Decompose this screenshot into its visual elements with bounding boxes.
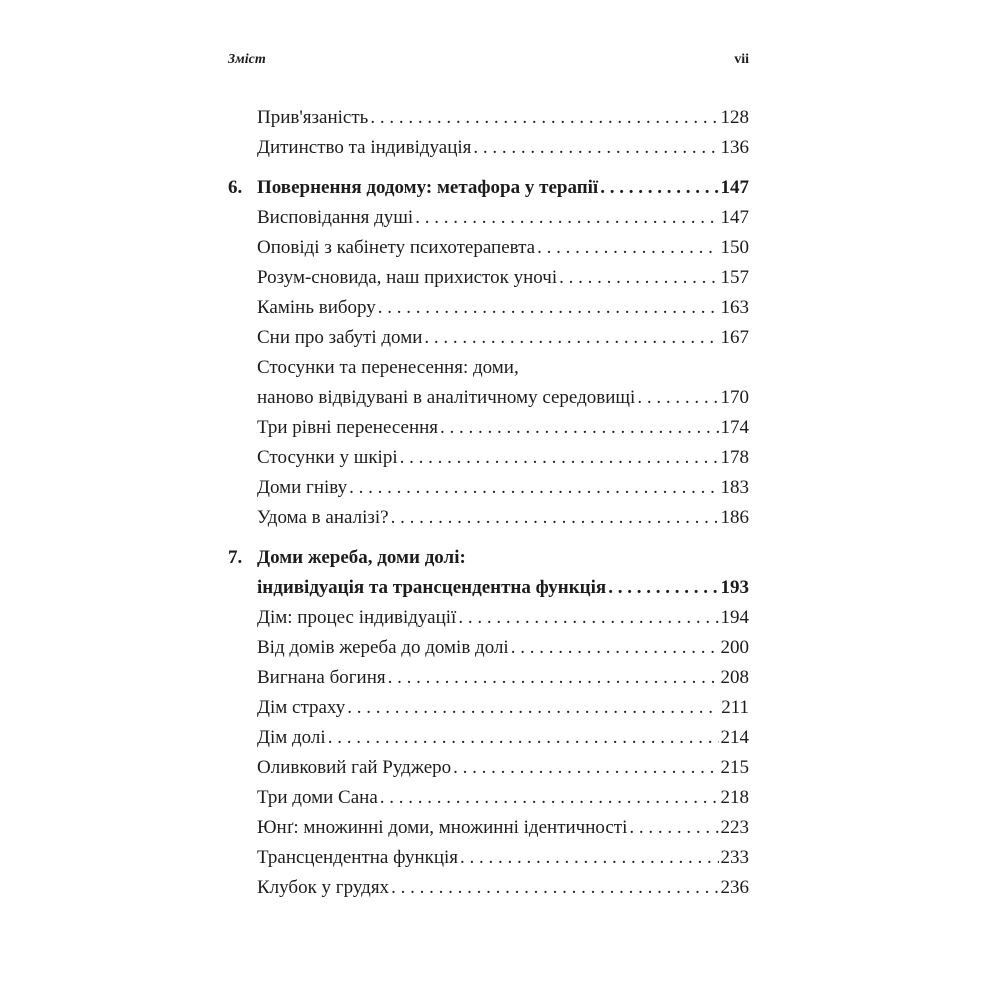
toc-entry-page: 157: [720, 267, 749, 288]
toc-entry-page: 218: [720, 787, 749, 808]
toc-entry-page: 236: [720, 877, 749, 898]
toc-leader-dots: [391, 873, 718, 903]
toc-entry-page: 128: [720, 107, 749, 128]
toc-leader-dots: [424, 323, 718, 353]
toc-entry-title: Висповідання душі: [257, 207, 414, 228]
toc-entry-page: 167: [720, 327, 749, 348]
toc-entry: [228, 693, 749, 723]
toc-entry: [228, 203, 749, 233]
toc-entry-title: Оливковий гай Руджеро: [257, 757, 452, 778]
toc-entry: [228, 723, 749, 753]
toc-entry-title: Дім долі: [257, 727, 326, 748]
toc-chapter-heading-line: [228, 543, 749, 573]
toc-entry-page: 214: [720, 727, 749, 748]
chapter-page: 193: [720, 577, 749, 598]
toc-leader-dots: [415, 203, 718, 233]
toc-entry: [228, 293, 749, 323]
toc-entry: [228, 783, 749, 813]
toc-entry-page: 178: [720, 447, 749, 468]
toc-entry-title: Розум-сновида, наш прихисток уночі: [257, 267, 558, 288]
toc-entry-line: [228, 353, 749, 383]
toc-leader-dots: [391, 503, 719, 533]
toc-entry-page: 215: [720, 757, 749, 778]
toc-leader-dots: [380, 783, 719, 813]
chapter-title-line1: Доми жереба, доми долі:: [257, 547, 466, 568]
toc-entry-page: 163: [720, 297, 749, 318]
toc-entry-page: 223: [720, 817, 749, 838]
toc-leader-dots: [460, 843, 718, 873]
toc-entry: [228, 603, 749, 633]
chapter-page: 147: [720, 177, 749, 198]
toc-entry: [228, 503, 749, 533]
toc-entry-page: 233: [720, 847, 749, 868]
running-head-title: Зміст: [228, 52, 266, 67]
toc-entry-page: 186: [720, 507, 749, 528]
toc-leader-dots: [388, 663, 719, 693]
toc-entry: [228, 633, 749, 663]
toc-leader-dots: [378, 293, 719, 323]
toc-leader-dots: [453, 753, 718, 783]
toc-entry-page: 211: [721, 697, 749, 718]
toc-entry: [228, 383, 749, 413]
toc-entry-title: Три доми Сана: [257, 787, 378, 808]
toc-entry: [228, 663, 749, 693]
chapter-number: 6.: [228, 177, 243, 198]
chapter-number: 7.: [228, 547, 243, 568]
toc-entry-page: 147: [720, 207, 749, 228]
toc-entry: [228, 473, 749, 503]
toc-leader-dots: [349, 473, 718, 503]
toc-entry-page: 208: [720, 667, 749, 688]
toc-entry-title: Клубок у грудях: [257, 877, 390, 898]
toc-entry: [228, 813, 749, 843]
toc-leader-dots: [511, 633, 719, 663]
toc-entry-page: 150: [720, 237, 749, 258]
toc-entry: [228, 263, 749, 293]
toc-entry-title: Прив'язаність: [257, 107, 369, 128]
toc-chapter-heading: [228, 573, 749, 603]
toc-entry-title: Юнґ: множинні доми, множинні ідентичності: [257, 817, 628, 838]
toc-entry-title: Камінь вибору: [257, 297, 376, 318]
toc-entry: [228, 443, 749, 473]
table-of-contents: [228, 103, 749, 903]
chapter-title: Повернення додому: метафора у терапії: [257, 177, 599, 198]
toc-entry-title: Від домів жереба до домів долі: [257, 637, 509, 658]
toc-leader-dots: [559, 263, 718, 293]
toc-entry: [228, 133, 749, 163]
toc-entry-page: 174: [720, 417, 749, 438]
toc-entry: [228, 323, 749, 353]
toc-leader-dots: [458, 603, 718, 633]
toc-entry-title-line1: Стосунки та перенесення: доми,: [257, 357, 519, 378]
toc-entry-page: 170: [720, 387, 749, 408]
toc-leader-dots: [347, 693, 719, 723]
toc-entry-title: Дім: процес індивідуації: [257, 607, 457, 628]
toc-entry-title: Доми гніву: [257, 477, 348, 498]
toc-entry-title: Дитинство та індивідуація: [257, 137, 472, 158]
toc-entry: [228, 413, 749, 443]
toc-entry-title: Вигнана богиня: [257, 667, 386, 688]
toc-entry-page: 183: [720, 477, 749, 498]
running-head-page-number: vii: [734, 52, 749, 67]
toc-entry-page: 136: [720, 137, 749, 158]
toc-entry: [228, 753, 749, 783]
toc-leader-dots: [608, 573, 718, 603]
toc-entry-title: Дім страху: [257, 697, 346, 718]
toc-leader-dots: [328, 723, 719, 753]
toc-entry-title: Трансцендентна функція: [257, 847, 459, 868]
toc-entry: [228, 843, 749, 873]
toc-entry-title: Сни про забуті доми: [257, 327, 423, 348]
toc-entry-title: Оповіді з кабінету психотерапевта: [257, 237, 536, 258]
toc-entry-title: Удома в аналізі?: [257, 507, 389, 528]
toc-entry: [228, 233, 749, 263]
toc-leader-dots: [629, 813, 718, 843]
toc-entry-page: 200: [720, 637, 749, 658]
toc-chapter-heading: [228, 173, 749, 203]
toc-entry: [228, 873, 749, 903]
toc-entry-title: Стосунки у шкірі: [257, 447, 398, 468]
toc-leader-dots: [400, 443, 719, 473]
toc-leader-dots: [537, 233, 718, 263]
toc-leader-dots: [637, 383, 718, 413]
toc-entry: [228, 103, 749, 133]
toc-leader-dots: [440, 413, 718, 443]
running-head: [228, 52, 749, 72]
toc-entry-page: 194: [720, 607, 749, 628]
toc-leader-dots: [370, 103, 718, 133]
toc-leader-dots: [473, 133, 718, 163]
toc-entry-title-line2: наново відвідувані в аналітичному середовищі: [257, 387, 636, 408]
toc-entry-title: Три рівні перенесення: [257, 417, 439, 438]
toc-leader-dots: [600, 173, 718, 203]
chapter-title-line2: індивідуація та трансцендентна функція: [257, 577, 607, 598]
